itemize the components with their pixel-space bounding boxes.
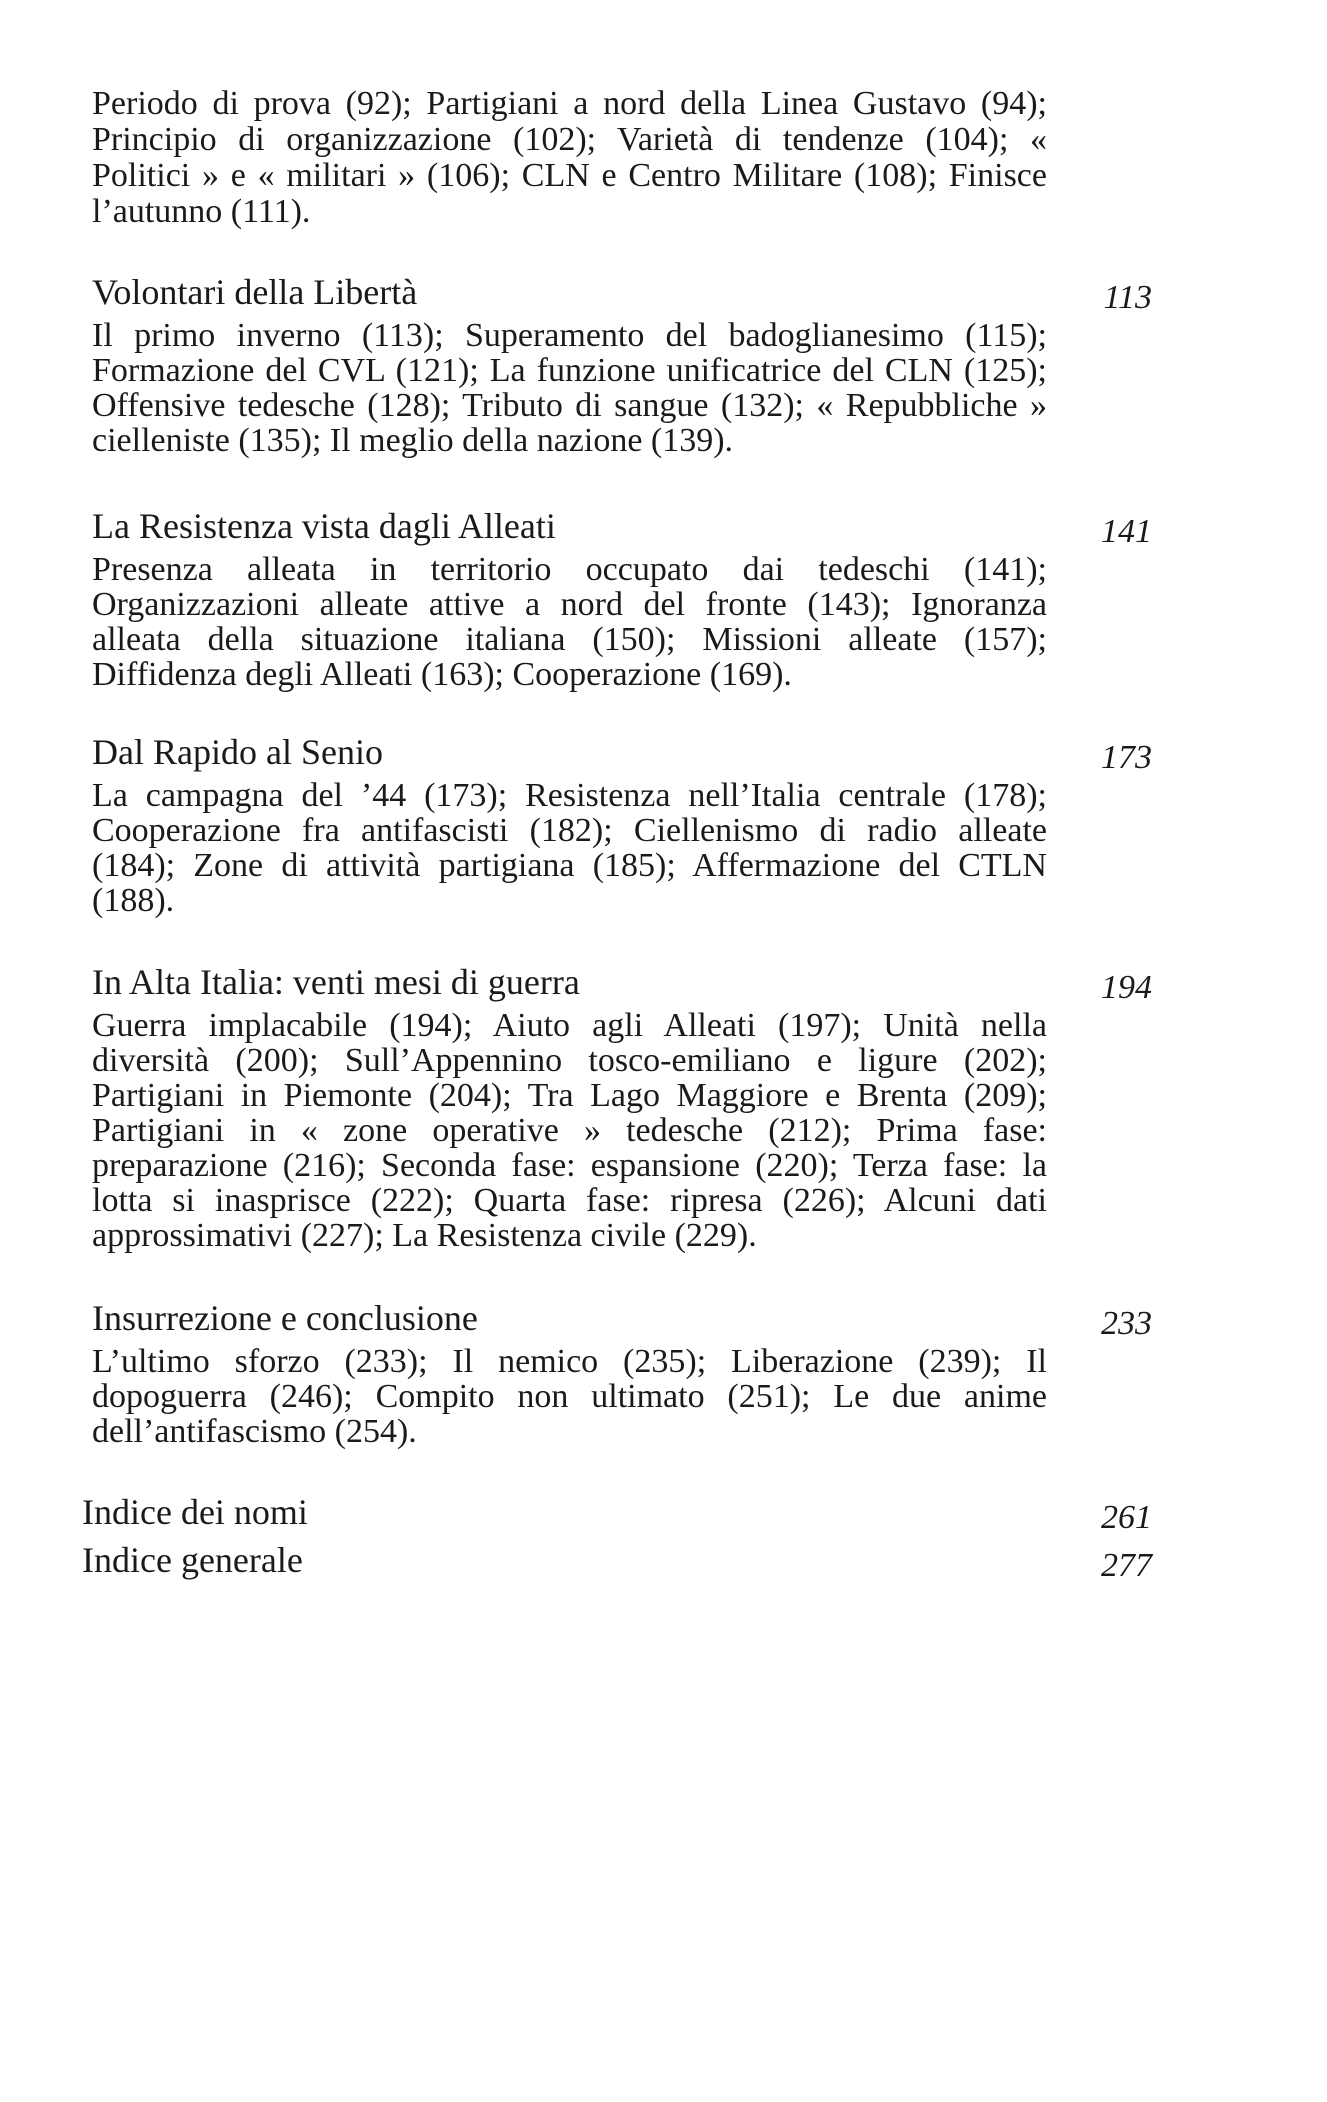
index-page-number: 277 [1101, 1547, 1152, 1584]
chapter-alta-italia [92, 960, 1152, 1253]
chapter-volontari [92, 270, 1152, 458]
chapter-heading [92, 730, 1152, 778]
chapter-page-number: 173 [1101, 739, 1152, 776]
chapter-summary: Guerra implacabile (194); Aiuto agli Alleati (197); Unità nella diversità (200); Sull’Appennino tosco-emiliano e ligure (202); Partigiani in Piemonte (204); Tra Lago Maggiore e Brenta (209); Partigiani in « zone operative » tedesche (212); Prima fase: preparazione (216); Seconda fase: espansione (220); Terza fase: la lotta si inasprisce (222); Quarta fase: ripresa (226); Alcuni dati approssimativi (227); La Resistenza civile (229). [92, 1007, 1047, 1254]
chapter-title: La Resistenza vista dagli Alleati [92, 506, 556, 546]
chapter-page-number: 113 [1103, 279, 1152, 316]
intro-paragraph: Periodo di prova (92); Partigiani a nord della Linea Gustavo (94); Principio di organizzazione (102); Varietà di tendenze (104); « Politici » e « militari » (106); CLN e Centro Militare (108); Finisce l’autunno (111). [92, 85, 1047, 230]
chapter-heading [92, 960, 1152, 1008]
index-label: Indice dei nomi [82, 1492, 308, 1532]
index-label: Indice generale [82, 1540, 303, 1580]
chapter-resistenza-alleati [92, 504, 1152, 692]
chapter-summary: Il primo inverno (113); Superamento del badoglianesimo (115); Formazione del CVL (121); La funzione unificatrice del CLN (125); Offensive tedesche (128); Tributo di sangue (132); « Repubbliche » cielleniste (135); Il meglio della nazione (139). [92, 317, 1047, 459]
chapter-title: Dal Rapido al Senio [92, 732, 383, 772]
chapter-title: In Alta Italia: venti mesi di guerra [92, 962, 580, 1002]
chapter-page-number: 141 [1101, 513, 1152, 550]
index-entry-general [82, 1538, 1152, 1586]
chapter-heading [92, 270, 1152, 318]
chapter-insurrezione [92, 1296, 1152, 1449]
chapter-heading [92, 1296, 1152, 1344]
chapter-summary: L’ultimo sforzo (233); Il nemico (235); Liberazione (239); Il dopoguerra (246); Compito non ultimato (251); Le due anime dell’antifascismo (254). [92, 1343, 1047, 1450]
chapter-title: Insurrezione e conclusione [92, 1298, 478, 1338]
chapter-heading [92, 504, 1152, 552]
chapter-rapido-senio [92, 730, 1152, 918]
chapter-page-number: 194 [1101, 969, 1152, 1006]
chapter-summary: La campagna del ’44 (173); Resistenza nell’Italia centrale (178); Cooperazione fra antifascisti (182); Ciellenismo di radio alleate (184); Zone di attività partigiana (185); Affermazione del CTLN (188). [92, 777, 1047, 919]
index-entry-names [82, 1490, 1152, 1538]
chapter-title: Volontari della Libertà [92, 272, 418, 312]
chapter-summary: Presenza alleata in territorio occupato dai tedeschi (141); Organizzazioni alleate attive a nord del fronte (143); Ignoranza alleata della situazione italiana (150); Missioni alleate (157); Diffidenza degli Alleati (163); Cooperazione (169). [92, 551, 1047, 693]
chapter-page-number: 233 [1101, 1305, 1152, 1342]
index-page-number: 261 [1101, 1499, 1152, 1536]
